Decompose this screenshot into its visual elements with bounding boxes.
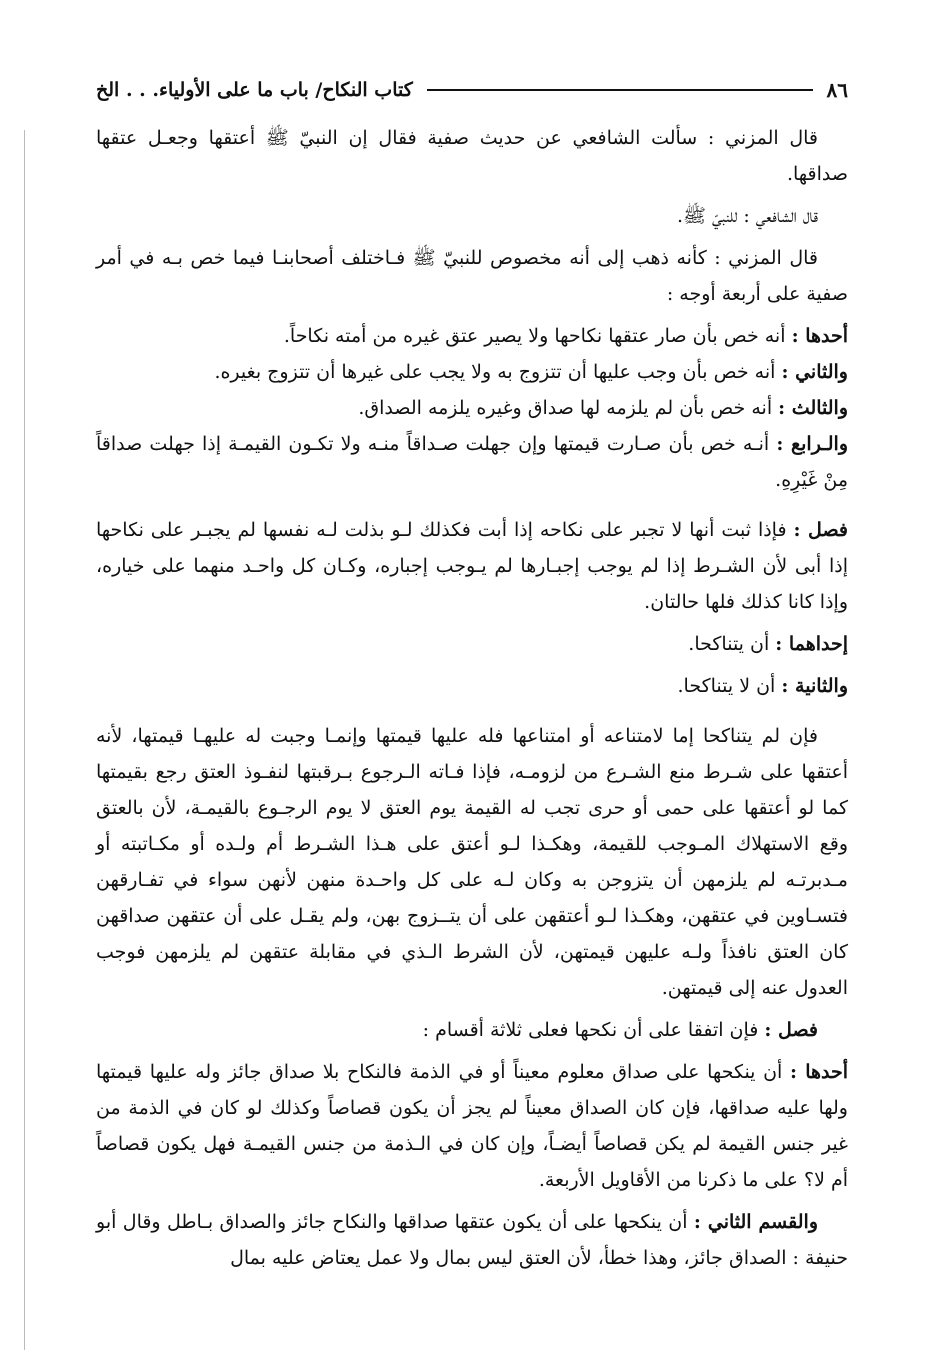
section-fasl-2: فصل : فإن اتفقا على أن نكحها فعلى ثلاثة أقسام : <box>422 1019 818 1041</box>
page <box>96 70 848 1276</box>
paragraph-shafii-answer: قال الشافعي : للنبيّ ﷺ. <box>676 205 818 227</box>
list-item: والثالث : أنه خص بأن لم يلزمه لها صداق وغيره يلزمه الصداق. <box>358 397 848 419</box>
list-item: أحدها : أنه خص بأن صار عتقها نكاحها ولا يصير عتق غيره من أمته نكاحاً. <box>283 325 848 347</box>
section-fasl-1: فصل : فإذا ثبت أنها لا تجبر على نكاحه إذا أبت فكذلك لـو بذلت لـه نفسها لم يجبـر على نكاحها إذا أبى لأن الشـرط إذا لم يوجب إجبـارها لم يـوجب إجباره، وكـان كل واحـد منهما على خياره، وإذا كانا كذلك فلها حالتان. <box>96 519 848 613</box>
paragraph-no-marriage: فإن لم يتناكحا إما لامتناعه أو امتناعها فله عليها قيمتها وإنمـا وجبت له عليهـا قيمتها، لأنه أعتقها على شـرط منع الشـرع من لزومـه، فإذا فـاته الـرجوع بـرقبتها لنفـوذ العتق رجع بقيمتها كما لو أعتقها على حمى أو حرى تجب له القيمة يوم العتق لا يوم الرجـوع بالقيمـة، لأن بالعتق وقع الاستهلاك المـوجب للقيمة، وهكـذا لـو أعتق على هـذا الشـرط أم ولـده أو مكـاتبته أو مـدبرتـه لم يلزمهن أن يتزوجن به وكان لـه على كل واحـدة منهن لأنهن سواء في تفـارقهن فتسـاوين في عتقهن، وهكـذا لـو أعتقهن على أن يتــزوج بهن، ولم يقـل على أن عتقهن صداقهن كان العتق نافذاً ولـه عليهن قيمتهن، لأن الشرط الـذي في مقابلة عتقهن لم يلزمهن فوجب العدول عنه إلى قيمتهن. <box>96 725 848 999</box>
list-item: والـرابع : أنـه خص بأن صـارت قيمتها وإن جهلت صـداقاً منـه ولا تكـون القيمـة إذا جهلت صداقاً مِنْ غَيْرِهِ. <box>96 433 849 491</box>
paragraph-muzani-question: قال المزني : سألت الشافعي عن حديث صفية فقال إن النبيّ ﷺ أعتقها وجعـل عتقها صداقها. <box>96 127 848 185</box>
paragraph-muzani-comment: قال المزني : كأنه ذهب إلى أنه مخصوص للنبيّ ﷺ فـاختلف أصحابنـا فيما خص بـه في أمر صفية على أربعة أوجه : <box>96 247 848 305</box>
page-number: ٨٦ <box>826 78 848 102</box>
list-item: أحدها : أن ينكحها على صداق معلوم معيناً أو في الذمة فالنكاح بلا صداق جائز وله عليها قيمتها ولها عليه صداقها، فإن كان الصداق معيناً لم يجز أن يكون قصاصاً وكذلك لو كان في الذمة من غير جنس القيمة لم يكن قصاصاً أيضـاً، وإن كان في الـذمة من جنس القيمـة فهل يكون قصاصاً أم لا؟ على ما ذكرنا من الأقاويل الأربعة. <box>96 1061 849 1191</box>
body-text <box>96 120 848 1276</box>
header-rule <box>427 89 813 91</box>
list-item: إحداهما : أن يتناكحا. <box>688 633 848 655</box>
running-title: كتاب النكاح/ باب ما على الأولياء. . . الخ <box>96 79 413 101</box>
running-header <box>96 70 848 110</box>
margin-line <box>24 130 25 1350</box>
list-item: والثانية : أن لا يتناكحا. <box>677 675 848 697</box>
list-item: والثاني : أنه خص بأن وجب عليها أن تتزوج به ولا يجب على غيرها أن تتزوج بغيره. <box>214 361 848 383</box>
list-item: والقسم الثاني : أن ينكحها على أن يكون عتقها صداقها والنكاح جائز والصداق بـاطل وقال أبو حنيفة : الصداق جائز، وهذا خطأ، لأن العتق ليس بمال ولا عمل يعتاض عليه بمال <box>96 1211 848 1269</box>
